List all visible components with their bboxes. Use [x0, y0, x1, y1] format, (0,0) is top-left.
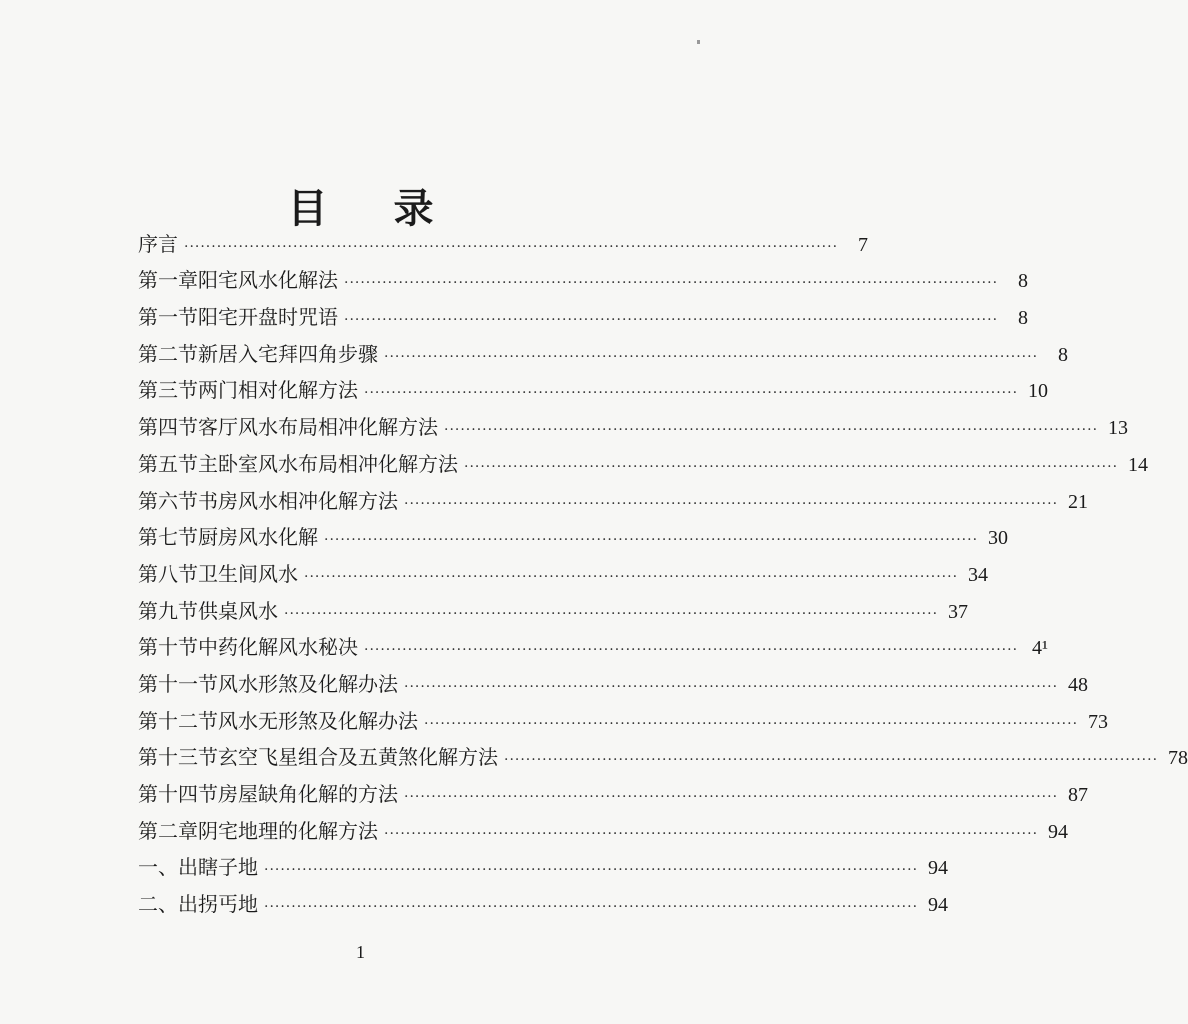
toc-entry-title: 两门相对化解方法: [198, 378, 358, 403]
toc-entry-title: 阳宅风水化解法: [198, 268, 338, 293]
toc-entry-page: 8: [1058, 343, 1069, 366]
toc-entry-page: 87: [1068, 784, 1089, 806]
toc-entry-title: 书房风水相冲化解方法: [198, 488, 398, 513]
toc-entry-title: 主卧室风水布局相冲化解方法: [198, 451, 458, 476]
toc-leader-dots: ························································································································: [384, 348, 1039, 365]
toc-entry: [138, 330, 1069, 367]
toc-entry-title: 风水形煞及化解办法: [218, 671, 398, 696]
toc-entry: [138, 220, 869, 257]
toc-entry-title: 厨房风水化解: [198, 525, 318, 550]
toc-entry-number: 第十节: [138, 635, 198, 660]
toc-leader-dots: ························································································································: [404, 495, 1059, 512]
toc-entry-number: 第十二节: [138, 708, 218, 733]
toc-leader-dots: ························································································································: [364, 385, 1019, 402]
toc-entry-number: 第二章: [138, 818, 198, 843]
toc-leader-dots: ························································································································: [384, 825, 1039, 842]
toc-leader-dots: ························································································································: [424, 715, 1079, 732]
toc-entry-number: 第九节: [138, 598, 198, 623]
toc-entry-title: 新居入宅拜四角步骤: [198, 341, 378, 366]
toc-leader-dots: ························································································································: [444, 422, 1099, 439]
toc-entry: [138, 257, 1029, 294]
toc-entry-page: 34: [968, 563, 989, 586]
toc-entry-title: 玄空飞星组合及五黄煞化解方法: [218, 745, 498, 770]
toc-entry: [138, 624, 1049, 661]
toc-entry: [138, 367, 1049, 404]
toc-entry-number: 第一节: [138, 305, 198, 330]
toc-entry: [138, 403, 1129, 440]
toc-entry-page: 21: [1068, 490, 1089, 513]
toc-entry: [138, 440, 1149, 477]
toc-entry-number: 序言: [138, 231, 178, 256]
toc-leader-dots: ························································································································: [264, 899, 919, 916]
toc-entry-page: 10: [1028, 380, 1049, 403]
toc-entry-number: 第四节: [138, 415, 198, 440]
toc-entry: [138, 660, 1089, 697]
toc-leader-dots: ························································································································: [284, 605, 939, 622]
table-of-contents: [138, 220, 1188, 917]
toc-entry-page: 94: [928, 857, 949, 880]
toc-leader-dots: ························································································································: [404, 789, 1059, 805]
toc-entry: [138, 697, 1109, 734]
toc-entry-number: 第八节: [138, 561, 198, 586]
toc-entry-number: 二、出拐丐地: [138, 892, 258, 917]
toc-entry-number: 第十一节: [138, 671, 218, 696]
toc-entry: [138, 587, 969, 624]
toc-entry-title: 风水无形煞及化解办法: [218, 708, 418, 733]
toc-leader-dots: ························································································································: [364, 642, 1019, 659]
toc-entry: [138, 844, 949, 881]
toc-entry-page: 8: [1018, 307, 1029, 330]
toc-entry: [138, 770, 1089, 807]
toc-entry: [138, 734, 1188, 771]
toc-leader-dots: ························································································································: [404, 678, 1059, 695]
toc-entry-page: 30: [988, 527, 1009, 550]
toc-entry-title: 中药化解风水秘决: [198, 635, 358, 660]
toc-entry-page: 48: [1068, 673, 1089, 696]
toc-leader-dots: ························································································································: [504, 752, 1159, 769]
toc-entry-page: 4¹: [1032, 637, 1049, 660]
toc-entry-page: 37: [948, 600, 969, 623]
toc-entry-page: 94: [1048, 820, 1069, 843]
toc-entry: [138, 550, 989, 587]
toc-leader-dots: ························································································································: [324, 532, 979, 549]
toc-leader-dots: ························································································································: [184, 238, 839, 255]
toc-leader-dots: ························································································································: [304, 568, 959, 585]
toc-entry-page: 8: [1018, 270, 1029, 293]
toc-entry-page: 73: [1088, 710, 1109, 733]
toc-entry: [138, 293, 1029, 330]
toc-entry-number: 第一章: [138, 268, 198, 293]
toc-entry-title: 房屋缺角化解的方法: [218, 782, 398, 806]
toc-entry-title: 供桌风水: [198, 598, 278, 623]
toc-entry-page: 7: [858, 233, 869, 256]
toc-entry: [138, 807, 1069, 844]
toc-leader-dots: ························································································································: [464, 458, 1119, 475]
toc-entry-number: 第三节: [138, 378, 198, 403]
toc-entry-title: 卫生间风水: [198, 561, 298, 586]
toc-entry-number: 第二节: [138, 341, 198, 366]
toc-entry: [138, 880, 949, 917]
toc-entry-page: 78: [1168, 747, 1188, 770]
page-title: 目 录: [287, 184, 460, 232]
toc-leader-dots: ························································································································: [344, 312, 999, 329]
toc-entry-number: 第五节: [138, 451, 198, 476]
toc-entry: [138, 477, 1089, 514]
toc-entry-page: 94: [928, 894, 949, 917]
toc-entry-title: 客厅风水布局相冲化解方法: [198, 415, 438, 440]
toc-entry-page: 13: [1108, 417, 1129, 440]
toc-entry-number: 一、出瞎子地: [138, 855, 258, 880]
toc-leader-dots: ························································································································: [344, 275, 999, 292]
scan-speck: [697, 40, 700, 44]
toc-entry: [138, 514, 1009, 551]
toc-entry-page: 14: [1128, 453, 1149, 476]
toc-entry-title: 阳宅开盘时咒语: [198, 305, 338, 330]
toc-entry-title: 阴宅地理的化解方法: [198, 818, 378, 843]
toc-entry-number: 第七节: [138, 525, 198, 550]
toc-entry-number: 第六节: [138, 488, 198, 513]
toc-entry-number: 第十三节: [138, 745, 218, 770]
toc-entry-number: 第十四节: [138, 782, 218, 806]
toc-leader-dots: ························································································································: [264, 862, 919, 879]
page-number: 1: [356, 942, 365, 962]
